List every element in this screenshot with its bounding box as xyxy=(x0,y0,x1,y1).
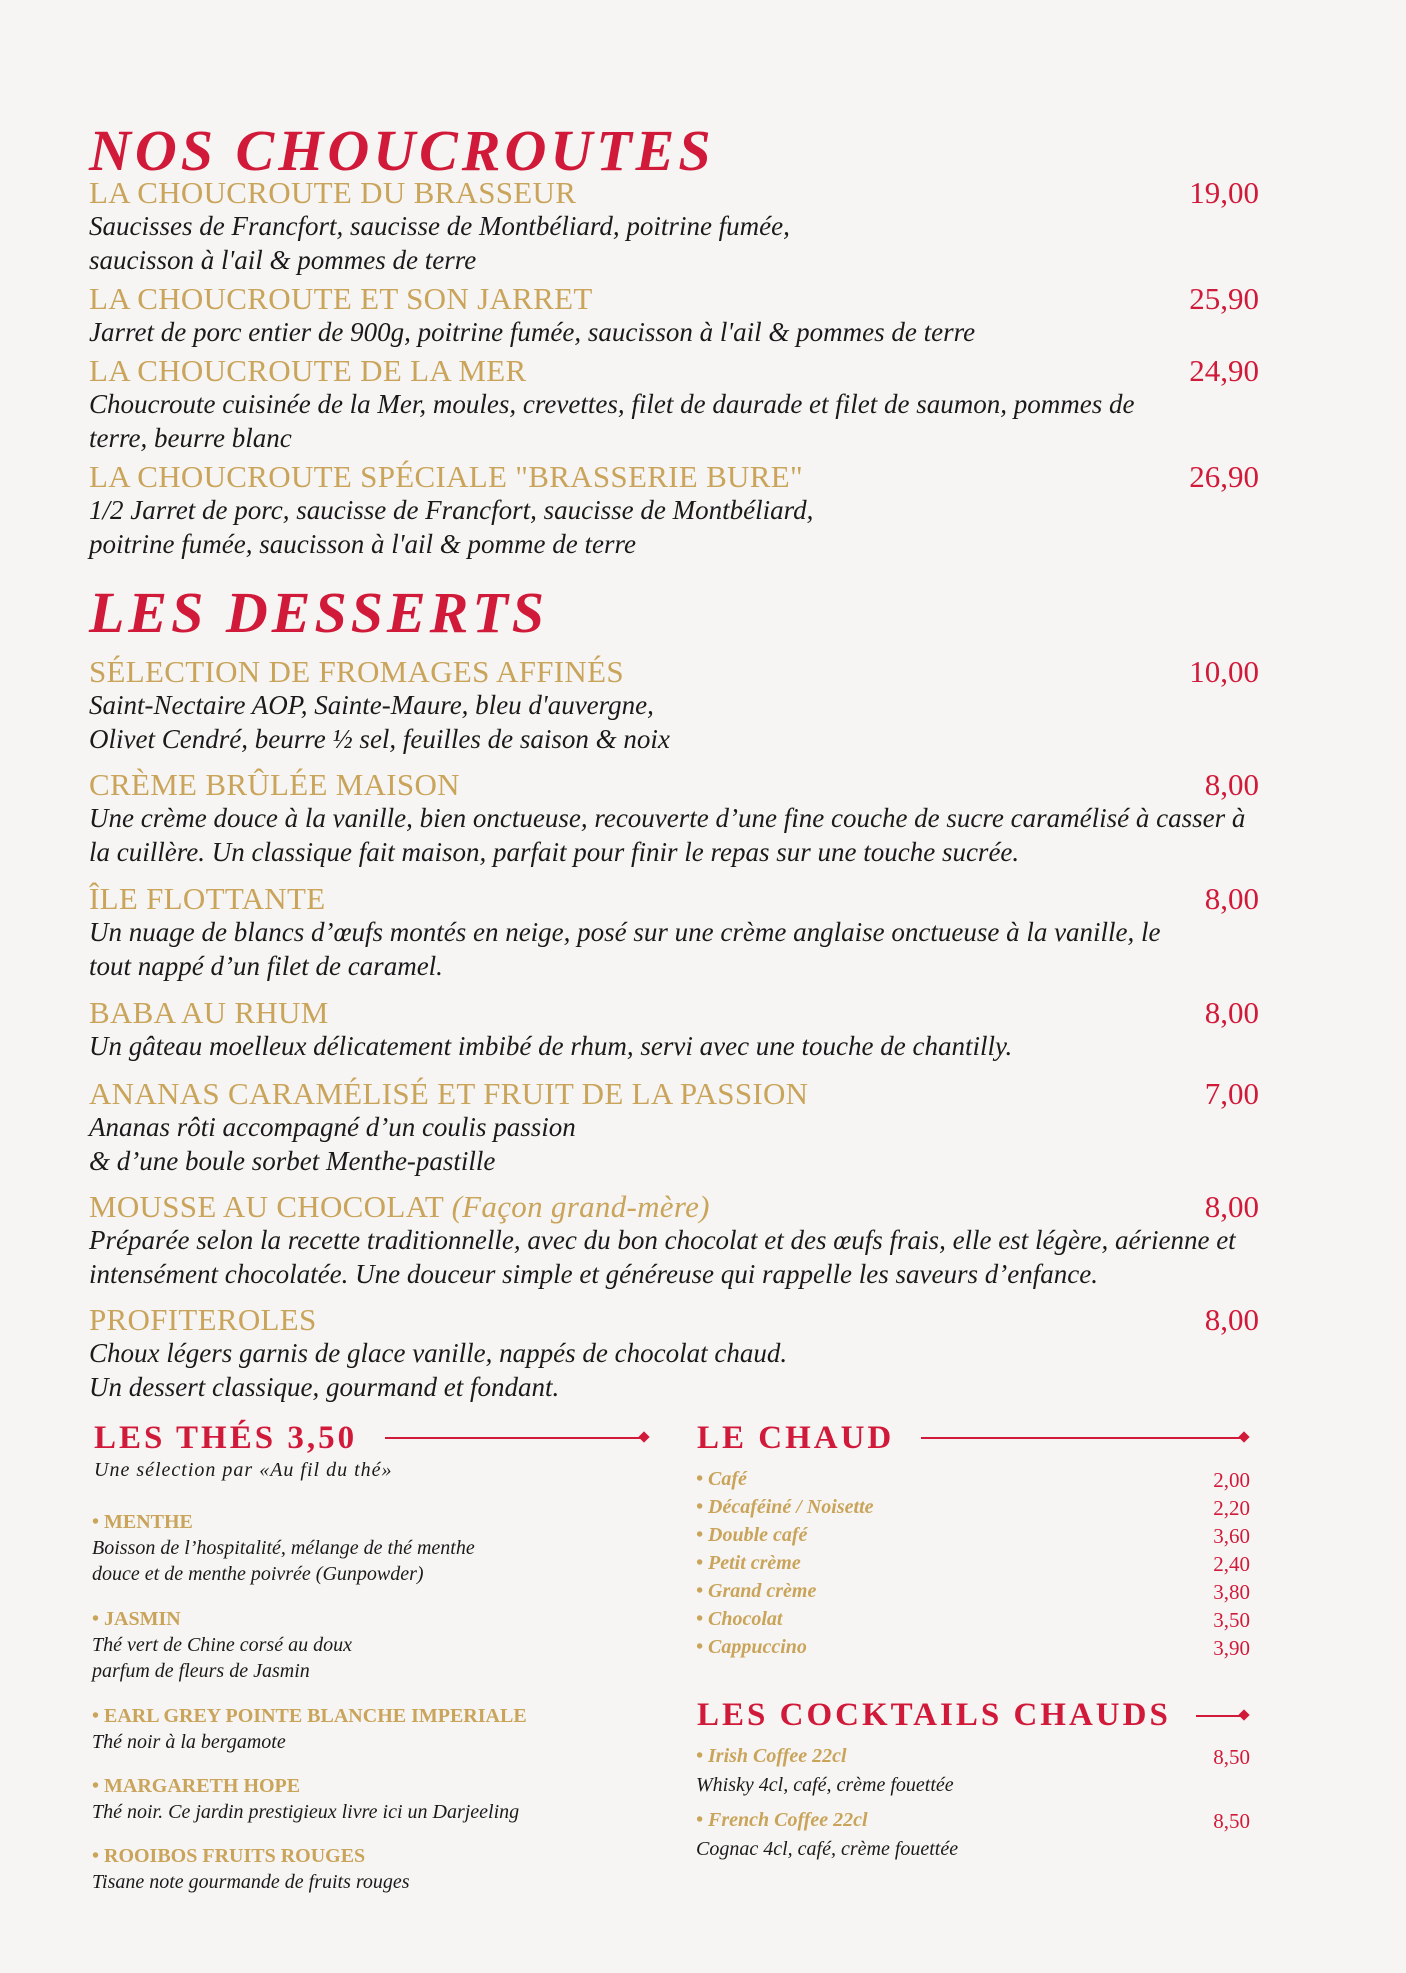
item-description: Une crème douce à la vanille, bien onctueuse, recouverte d’une fine couche de sucre caramélisé à casser à la cuillère. Un classique fait maison, parfait pour finir le repas sur une touche sucrée. xyxy=(89,803,1246,867)
drink-price: 3,80 xyxy=(1213,1580,1250,1604)
item-description: Préparée selon la recette traditionnelle, avec du bon chocolat et des œufs frais, elle est légère, aérienne et intensément chocolatée. Une douceur simple et généreuse qui rappelle les saveurs d’enfance. xyxy=(89,1225,1236,1289)
item-price: 26,90 xyxy=(1189,459,1259,494)
tea-item xyxy=(92,1773,652,1825)
item-price: 8,00 xyxy=(1204,1189,1259,1224)
hot-drink-row xyxy=(696,1468,1250,1496)
item-price: 8,00 xyxy=(1204,1302,1259,1337)
menu-item xyxy=(89,995,1259,1063)
hot-drink-row xyxy=(696,1552,1250,1580)
item-description: Choucroute cuisinée de la Mer, moules, crevettes, filet de daurade et filet de saumon, pommes de terre, beurre blanc xyxy=(89,389,1135,453)
section-title-teas: LES THÉS 3,50 xyxy=(94,1420,358,1456)
tea-item xyxy=(92,1606,652,1684)
menu-item xyxy=(89,881,1259,983)
drink-name: • Double café xyxy=(696,1524,808,1546)
cocktail-description: Cognac 4cl, café, crème fouettée xyxy=(696,1838,959,1860)
drink-price: 2,40 xyxy=(1213,1552,1250,1576)
menu-item xyxy=(89,1076,1259,1178)
drink-price: 3,50 xyxy=(1213,1608,1250,1632)
item-description: Choux légers garnis de glace vanille, nappés de chocolat chaud. Un dessert classique, gourmand et fondant. xyxy=(89,1338,788,1402)
item-description: Saucisses de Francfort, saucisse de Montbéliard, poitrine fumée, saucisson à l'ail & pommes de terre xyxy=(89,211,790,275)
item-description: Saint-Nectaire AOP, Sainte-Maure, bleu d'auvergne, Olivet Cendré, beurre ½ sel, feuilles de saison & noix xyxy=(89,690,670,754)
drink-price: 2,20 xyxy=(1213,1496,1250,1520)
item-price: 25,90 xyxy=(1189,281,1259,316)
tea-name: • MARGARETH HOPE xyxy=(92,1775,301,1797)
item-description: Un nuage de blancs d’œufs montés en neige, posé sur une crème anglaise onctueuse à la vanille, le tout nappé d’un filet de caramel. xyxy=(89,917,1161,981)
item-name: ANANAS CARAMÉLISÉ ET FRUIT DE LA PASSION xyxy=(89,1076,809,1111)
drink-price: 3,60 xyxy=(1213,1524,1250,1548)
drink-price: 2,00 xyxy=(1213,1468,1250,1492)
tea-description: Tisane note gourmande de fruits rouges xyxy=(92,1871,410,1893)
hot-drink-row xyxy=(696,1580,1250,1608)
drink-name: • Petit crème xyxy=(696,1552,801,1574)
item-price: 8,00 xyxy=(1204,767,1259,802)
drink-name: • Décaféiné / Noisette xyxy=(696,1496,874,1518)
item-price: 10,00 xyxy=(1189,654,1259,689)
item-name: BABA AU RHUM xyxy=(89,995,329,1030)
tea-item xyxy=(92,1703,652,1755)
item-name: CRÈME BRÛLÉE MAISON xyxy=(89,767,460,802)
item-price: 19,00 xyxy=(1189,175,1259,210)
tea-name: • ROOIBOS FRUITS ROUGES xyxy=(92,1845,366,1867)
item-name: ÎLE FLOTTANTE xyxy=(89,881,326,916)
title-rule xyxy=(385,1437,644,1439)
section-title-hot: LE CHAUD xyxy=(697,1420,895,1456)
hot-drink-row xyxy=(696,1636,1250,1664)
item-description: Jarret de porc entier de 900g, poitrine fumée, saucisson à l'ail & pommes de terre xyxy=(89,317,976,347)
menu-item xyxy=(89,459,1259,561)
drink-name: • Grand crème xyxy=(696,1580,817,1602)
section-title-desserts: LES DESSERTS xyxy=(89,580,549,645)
item-name: MOUSSE AU CHOCOLAT (Façon grand-mère) xyxy=(89,1189,710,1224)
item-description: Ananas rôti accompagné d’un coulis passion & d’une boule sorbet Menthe-pastille xyxy=(89,1112,576,1176)
tea-intro: Une sélection par «Au fil du thé» xyxy=(94,1459,393,1481)
drink-price: 3,90 xyxy=(1213,1636,1250,1660)
title-rule xyxy=(1196,1715,1244,1717)
tea-name: • JASMIN xyxy=(92,1608,181,1630)
cocktail-name: • French Coffee 22cl xyxy=(696,1809,868,1831)
tea-name: • MENTHE xyxy=(92,1511,193,1533)
item-name-suffix: (Façon grand-mère) xyxy=(451,1189,710,1224)
item-description: 1/2 Jarret de porc, saucisse de Francfort, saucisse de Montbéliard, poitrine fumée, saucisson à l'ail & pomme de terre xyxy=(89,495,814,559)
cocktail-price: 8,50 xyxy=(1213,1809,1250,1833)
drink-name: • Cappuccino xyxy=(696,1636,807,1658)
drink-name: • Chocolat xyxy=(696,1608,783,1630)
item-price: 8,00 xyxy=(1204,995,1259,1030)
cocktail-price: 8,50 xyxy=(1213,1745,1250,1769)
item-name: LA CHOUCROUTE SPÉCIALE "BRASSERIE BURE" xyxy=(89,459,803,494)
item-name: PROFITEROLES xyxy=(89,1302,317,1337)
cocktail-name: • Irish Coffee 22cl xyxy=(696,1745,847,1767)
cocktail-row xyxy=(696,1809,1250,1837)
section-title-cocktails: LES COCKTAILS CHAUDS xyxy=(697,1697,1171,1733)
menu-item xyxy=(89,281,1259,349)
item-name: SÉLECTION DE FROMAGES AFFINÉS xyxy=(89,654,624,689)
tea-item xyxy=(92,1843,652,1895)
tea-description: Thé noir. Ce jardin prestigieux livre ici un Darjeeling xyxy=(92,1801,520,1823)
cocktail-description: Whisky 4cl, café, crème fouettée xyxy=(696,1774,954,1796)
cocktail-row xyxy=(696,1745,1250,1773)
menu-item xyxy=(89,353,1259,455)
item-price: 7,00 xyxy=(1204,1076,1259,1111)
item-price: 24,90 xyxy=(1189,353,1259,388)
hot-drink-row xyxy=(696,1608,1250,1636)
item-price: 8,00 xyxy=(1204,881,1259,916)
hot-drink-row xyxy=(696,1496,1250,1524)
hot-drink-row xyxy=(696,1524,1250,1552)
item-description: Un gâteau moelleux délicatement imbibé de rhum, servi avec une touche de chantilly. xyxy=(89,1031,1013,1061)
item-name: LA CHOUCROUTE DE LA MER xyxy=(89,353,527,388)
tea-description: Thé vert de Chine corsé au doux parfum de fleurs de Jasmin xyxy=(92,1634,352,1682)
tea-description: Thé noir à la bergamote xyxy=(92,1731,286,1753)
tea-name: • EARL GREY POINTE BLANCHE IMPERIALE xyxy=(92,1705,527,1727)
section-title-choucroutes: NOS CHOUCROUTES xyxy=(89,118,715,183)
menu-item xyxy=(89,175,1259,277)
menu-item xyxy=(89,654,1259,756)
tea-description: Boisson de l’hospitalité, mélange de thé menthe douce et de menthe poivrée (Gunpowder) xyxy=(92,1537,475,1585)
tea-item xyxy=(92,1509,652,1587)
drink-name: • Café xyxy=(696,1468,747,1490)
item-name: LA CHOUCROUTE DU BRASSEUR xyxy=(89,175,577,210)
menu-item xyxy=(89,1189,1259,1291)
item-name: LA CHOUCROUTE ET SON JARRET xyxy=(89,281,593,316)
menu-item xyxy=(89,1302,1259,1404)
title-rule xyxy=(921,1437,1244,1439)
menu-item xyxy=(89,767,1259,869)
